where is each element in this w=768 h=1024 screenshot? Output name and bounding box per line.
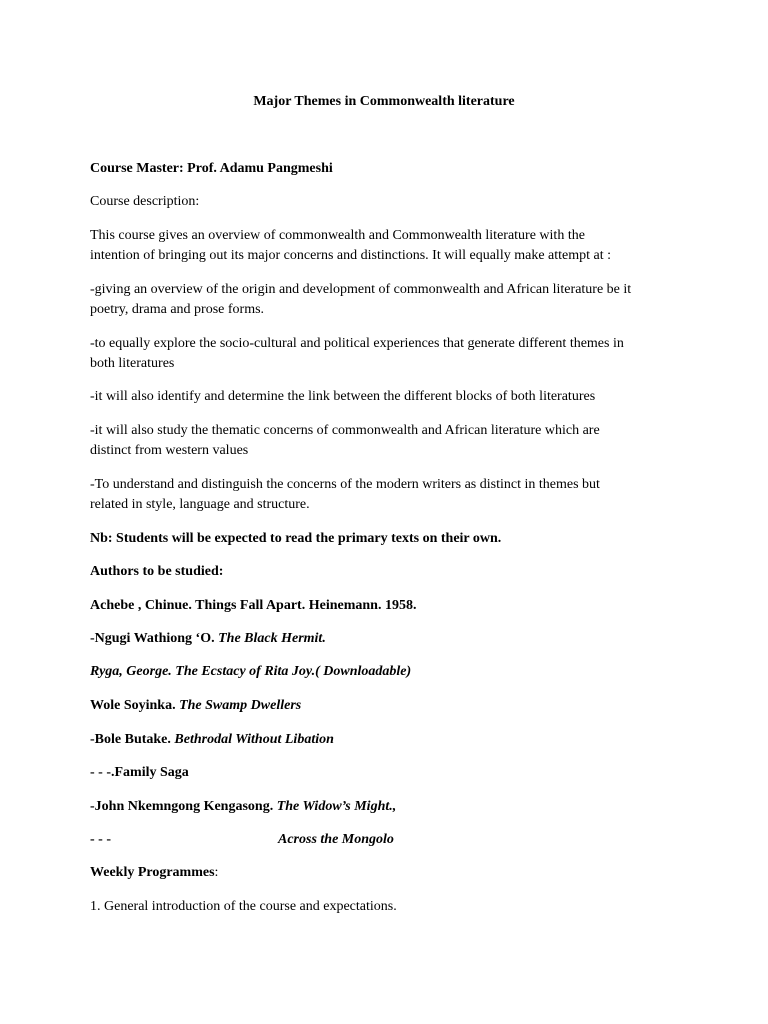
author-entry xyxy=(90,730,334,750)
author-name: Wole Soyinka. xyxy=(90,698,180,713)
note-text: Nb: Students will be expected to read the primary texts on their own. xyxy=(90,531,502,546)
work-title: The Widow’s Might., xyxy=(276,799,397,814)
objective-line: distinct from western values xyxy=(90,443,249,458)
course-description-label: Course description: xyxy=(90,194,200,209)
weekly-item: 1. General introduction of the course and expectations. xyxy=(90,899,397,914)
work-title: Bethrodal Without Libation xyxy=(174,732,334,747)
document-title: Major Themes in Commonwealth literature xyxy=(253,94,515,109)
author-name: - - - xyxy=(90,832,111,847)
objective-line: -To understand and distinguish the concerns of the modern writers as distinct in themes but xyxy=(90,477,600,492)
author-name: Achebe , Chinue. Things Fall Apart. Heinemann. 1958. xyxy=(90,598,417,613)
author-name: -Ngugi Wathiong ‘O. xyxy=(90,631,219,646)
course-master: Course Master: Prof. Adamu Pangmeshi xyxy=(90,161,333,176)
work-title: The Black Hermit. xyxy=(218,631,326,646)
objective-line: -it will also identify and determine the link between the different blocks of both literatures xyxy=(90,389,596,404)
objective-line: -giving an overview of the origin and development of commonwealth and African literature be it xyxy=(90,282,632,297)
work-title: Ryga, George. The Ecstacy of Rita Joy.( Downloadable) xyxy=(90,664,412,679)
objective-line: -it will also study the thematic concerns of commonwealth and African literature which are xyxy=(90,423,600,438)
work-title: The Swamp Dwellers xyxy=(179,698,302,713)
author-name: -John Nkemngong Kengasong. xyxy=(90,799,277,814)
objective-line: poetry, drama and prose forms. xyxy=(90,302,265,317)
author-entry xyxy=(90,629,326,649)
author-entry xyxy=(90,797,396,817)
work-title: Across the Mongolo xyxy=(278,832,394,847)
weekly-heading xyxy=(90,863,218,883)
intro-line-1: This course gives an overview of commonwealth and Commonwealth literature with the xyxy=(90,228,585,243)
author-entry xyxy=(90,763,189,783)
author-entry xyxy=(90,830,111,850)
weekly-heading-text: Weekly Programmes xyxy=(90,865,215,880)
author-entry xyxy=(90,662,411,682)
weekly-heading-colon: : xyxy=(214,865,219,880)
intro-line-2: intention of bringing out its major concerns and distinctions. It will equally make attempt at : xyxy=(90,248,612,263)
authors-heading: Authors to be studied: xyxy=(90,564,224,579)
author-entry xyxy=(90,596,416,616)
objective-line: both literatures xyxy=(90,356,175,371)
author-name: - - -.Family Saga xyxy=(90,765,189,780)
objective-line: related in style, language and structure. xyxy=(90,497,310,512)
author-name: -Bole Butake. xyxy=(90,732,175,747)
author-entry xyxy=(90,696,301,716)
objective-line: -to equally explore the socio-cultural and political experiences that generate different themes in xyxy=(90,336,624,351)
